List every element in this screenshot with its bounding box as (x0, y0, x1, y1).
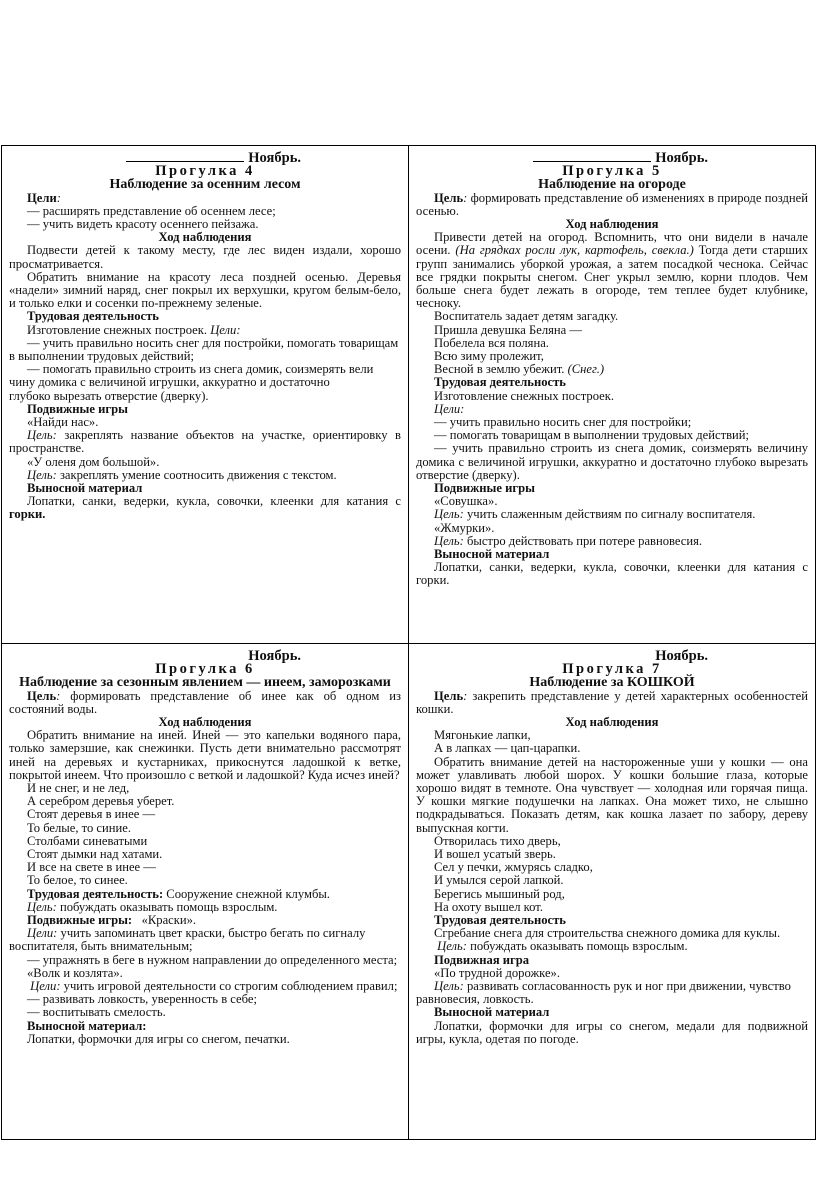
material-heading: Выносной материал (434, 546, 550, 561)
verse-line: Мягонькие лапки, (434, 728, 531, 743)
riddle-intro: Воспитатель задает детям загадку. (434, 309, 619, 324)
game-goal: Цель: закреплять название объектов на участке, ориентировку в пространстве. (9, 428, 402, 456)
riddle-line: Пришла девушка Беляна — (434, 322, 582, 337)
labor-heading: Трудовая деятельность (434, 912, 566, 927)
material-heading: Выносной материал (27, 480, 143, 495)
labor-text: Изготовление снежных построек. (434, 388, 615, 403)
verse-line: И вошел усатый зверь. (434, 846, 556, 861)
poem-line: Стоят деревья в инее — (27, 807, 156, 822)
poem-line: Столбами синеватыми (27, 833, 148, 848)
course-heading: Ход наблюдения (565, 216, 659, 231)
walk-4-cell (2, 146, 409, 644)
poem-line: И все на свете в инее — (27, 860, 156, 875)
verse-line: Отворилась тихо дверь, (434, 833, 561, 848)
labor-text: Изготовление снежных построек. Цели: (27, 322, 241, 337)
walk-7-cell (409, 644, 816, 1140)
goal-text: Цель: формировать представление об инее как об одном из состояний воды. (9, 688, 401, 716)
walk-title: Прогулка 6 (155, 661, 255, 677)
game-name: «Найди нас». (27, 414, 99, 429)
month-heading: Ноябрь. (416, 151, 708, 165)
labor-line: — учить правильно носить снег для постройки, помогать товарищам в выполнении трудовых действий; (9, 335, 399, 363)
verse-line: А в лапках — цап-царапки. (434, 741, 581, 756)
material-text: Лопатки, формочки для игры со снегом, медали для подвижной игры, кукла, одетая по погоде. (416, 1018, 808, 1046)
game-name: «Волк и козлята». (27, 965, 123, 980)
game-line: — воспитывать смелость. (27, 1005, 166, 1020)
course-heading: Ход наблюдения (158, 714, 252, 729)
games-heading: Подвижная игра (434, 952, 530, 967)
games-heading: Подвижные игры (434, 480, 535, 495)
game-goal: Цели: учить запоминать цвет краски, быстро бегать по сигналу воспитателя, быть внимательным; (9, 926, 366, 954)
course-heading: Ход наблюдения (158, 230, 252, 245)
verse-line: На охоту вышел кот. (434, 899, 543, 914)
riddle-line: Весной в землю убежит. (Снег.) (434, 362, 605, 377)
riddle-line: Побелела вся поляна. (434, 335, 549, 350)
poem-line: Стоят дымки над хатами. (27, 846, 163, 861)
course-paragraph: Привести детей на огород. Вспомнить, что они видели в начале осени. (На грядках росли лук, картофель, свекла.) Тогда дети старших групп занимались уборкой урожая, а затем посадкой чеснока. Сейчас все грядки покрыты снегом. Снег укрыл землю, корни плодов. Чем больше снега будет лежать в огороде, тем теплее будет клубнике, чесноку. (416, 230, 808, 311)
material-heading: Выносной материал (434, 1005, 550, 1020)
material-heading: Выносной материал: (27, 1018, 147, 1033)
material-text: Лопатки, санки, ведерки, кукла, совочки, клеенки для катания с горки. (416, 560, 808, 588)
game-name: «По трудной дорожке». (434, 965, 560, 980)
poem-line: То белое, то синее. (27, 873, 128, 888)
walk-title: Прогулка 7 (562, 661, 662, 677)
game-goal: Цель: закреплять умение соотносить движения с текстом. (27, 467, 337, 482)
topic-title: Наблюдение на огороде (538, 177, 686, 192)
labor-goal: Цель: побуждать оказывать помощь взрослым. (27, 899, 278, 914)
labor-line: — учить правильно строить из снега домик, соизмерять величину домика с величиной игрушки, аккуратно и достаточно глубоко вырезать отверстие (дверку). (416, 441, 808, 482)
game-goal: Цель: развивать согласованность рук и ног при движении, чувство равновесия, ловкость. (416, 978, 791, 1007)
game-goal: Цель: быстро действовать при потере равновесия. (434, 533, 703, 548)
month-heading: Ноябрь. (655, 648, 708, 664)
month-heading: Ноябрь. (248, 648, 301, 664)
walk-title: Прогулка 4 (155, 163, 255, 179)
topic-title: Наблюдение за КОШКОЙ (529, 675, 695, 690)
course-heading: Ход наблюдения (565, 714, 659, 729)
course-paragraph: Обратить внимание на красоту леса поздней осенью. Деревья «надели» зимний наряд, снег покрыл их верхушки, кругом белым-бело, и только елки и сосенки по-прежнему зеленые. (9, 269, 401, 311)
labor-goals-label: Цели: (434, 401, 465, 416)
poem-line: И не снег, и не лед, (27, 780, 130, 795)
month-heading: Ноябрь. (9, 151, 301, 165)
course-paragraph: Обратить внимание на иней. Иней — это капельки водяного пара, только замерзшие, как снежинки. Пусть дети внимательно рассмотрят иней на деревьях и кустарниках, прикоснутся ладошкой к ветке, покрытой инеем. Что произошло с веткой и ладошкой? Куда исчез иней? (9, 728, 401, 782)
labor-goal: Цель: побуждать оказывать помощь взрослым. (437, 939, 688, 954)
game-name: «У оленя дом большой». (27, 454, 160, 469)
verse-line: Сел у печки, жмурясь сладко, (434, 860, 593, 875)
goals-heading: Цели: (27, 190, 61, 205)
labor-line: — помогать товарищам в выполнении трудовых действий; (434, 428, 750, 443)
labor-heading: Трудовая деятельность (27, 309, 159, 324)
goal-line: — учить видеть красоту осеннего пейзажа. (27, 216, 259, 231)
goal-text: Цель: формировать представление об изменениях в природе поздней осенью. (416, 190, 808, 218)
course-paragraph: Обратить внимание детей на настороженные уши у кошки — она может улавливать любой шорох. У кошки большие глаза, которые хорошо видят в темноте. Она чувствует — холодная или горячая пища. У кошки мягкие подушечки на лапках. Она может тихо, не слышно подкрадываться. Показать детям, как кошка лазает по забору, дереву выпускная когти. (416, 754, 808, 835)
walk-6-cell (2, 644, 409, 1140)
walks-table (1, 145, 816, 1140)
topic-title: Наблюдение за осенним лесом (109, 177, 301, 192)
poem-line: То белые, то синие. (27, 820, 131, 835)
poem-line: А серебром деревья уберет. (27, 794, 175, 809)
course-paragraph: Подвести детей к такому месту, где лес виден издали, хорошо просматривается. (9, 243, 401, 271)
games-heading: Подвижные игры: «Краски». (27, 912, 197, 927)
verse-line: И умылся серой лапкой. (434, 873, 564, 888)
goal-line: — расширять представление об осеннем лесе; (27, 203, 276, 218)
walk-title: Прогулка 5 (562, 163, 662, 179)
game-goal: — упражнять в беге в нужном направлении до определенного места; (27, 952, 398, 967)
labor-line: глубоко вырезать отверстие (дверку). (9, 388, 209, 403)
labor-heading: Трудовая деятельность (434, 375, 566, 390)
games-heading: Подвижные игры (27, 401, 128, 416)
labor-line: — учить правильно носить снег для постройки; (434, 414, 692, 429)
riddle-line: Всю зиму пролежит, (434, 348, 544, 363)
walk-5-cell (409, 146, 816, 644)
goal-text: Цель: закрепить представление у детей характерных особенностей кошки. (416, 688, 808, 716)
labor-line: — помогать правильно строить из снега домик, соизмерять вели (27, 362, 374, 377)
labor-text: Трудовая деятельность: Сооружение снежной клумбы. (27, 886, 330, 901)
game-name: «Совушка». (434, 494, 498, 509)
verse-line: Берегись мышиный род, (434, 886, 565, 901)
game-goal: Цели: учить игровой деятельности со строгим соблюдением правил; (30, 978, 398, 993)
labor-text: Сгребание снега для строительства снежного домика для куклы. (434, 926, 781, 941)
labor-line: чину домика с величиной игрушки, аккуратно и достаточно (9, 375, 330, 390)
topic-title: Наблюдение за сезонным явлением — инеем, заморозками (19, 675, 391, 690)
game-line: — развивать ловкость, уверенность в себе; (27, 992, 257, 1007)
material-text: Лопатки, санки, ведерки, кукла, совочки, клеенки для катания с горки. (9, 494, 401, 522)
material-text: Лопатки, формочки для игры со снегом, печатки. (27, 1031, 290, 1046)
game-name: «Жмурки». (434, 520, 495, 535)
game-goal: Цель: учить слаженным действиям по сигналу воспитателя. (434, 507, 756, 522)
